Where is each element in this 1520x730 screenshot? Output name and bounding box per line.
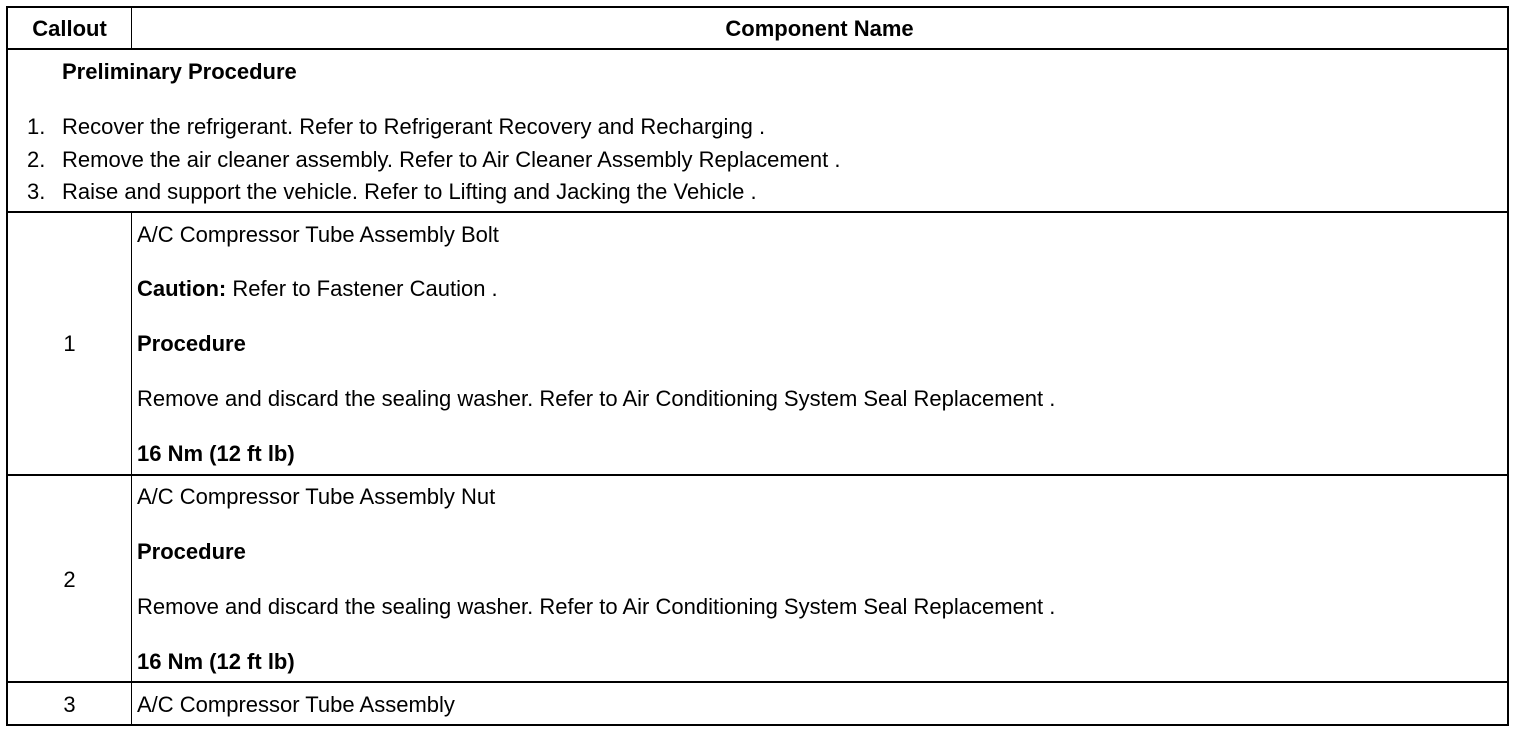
row-1-caution (137, 276, 498, 302)
step-number: 2. (27, 147, 46, 172)
row-1-component-name: A/C Compressor Tube Assembly Bolt (137, 222, 499, 247)
step-text: Raise and support the vehicle. Refer to Lifting and Jacking the Vehicle . (62, 179, 757, 204)
caution-text: Refer to Fastener Caution . (226, 276, 498, 301)
row-3-component-name: A/C Compressor Tube Assembly (137, 692, 455, 717)
header-rule (8, 48, 1507, 50)
column-divider (131, 212, 132, 724)
preliminary-title: Preliminary Procedure (62, 59, 297, 84)
row-1-rule (8, 474, 1507, 476)
row-1-torque: 16 Nm (12 ft lb) (137, 441, 295, 466)
preliminary-rule (8, 211, 1507, 213)
step-text: Remove the air cleaner assembly. Refer to Air Cleaner Assembly Replacement . (62, 147, 841, 172)
row-2-procedure-text: Remove and discard the sealing washer. Refer to Air Conditioning System Seal Replacement . (137, 594, 1056, 619)
step-number: 1. (27, 114, 46, 139)
component-table (6, 6, 1509, 726)
caution-label: Caution: (137, 276, 227, 301)
row-2-torque: 16 Nm (12 ft lb) (137, 649, 295, 674)
row-3-callout: 3 (63, 692, 76, 717)
header-component-name: Component Name (725, 16, 914, 41)
row-1-procedure-label: Procedure (137, 331, 246, 356)
step-number: 3. (27, 179, 46, 204)
row-1-procedure-text: Remove and discard the sealing washer. Refer to Air Conditioning System Seal Replacement . (137, 386, 1056, 411)
header-callout: Callout (32, 16, 107, 41)
row-1-callout: 1 (63, 331, 76, 356)
row-2-component-name: A/C Compressor Tube Assembly Nut (137, 484, 496, 509)
row-2-callout: 2 (63, 567, 76, 592)
row-2-rule (8, 681, 1507, 683)
step-text: Recover the refrigerant. Refer to Refrigerant Recovery and Recharging . (62, 114, 766, 139)
row-2-procedure-label: Procedure (137, 539, 246, 564)
